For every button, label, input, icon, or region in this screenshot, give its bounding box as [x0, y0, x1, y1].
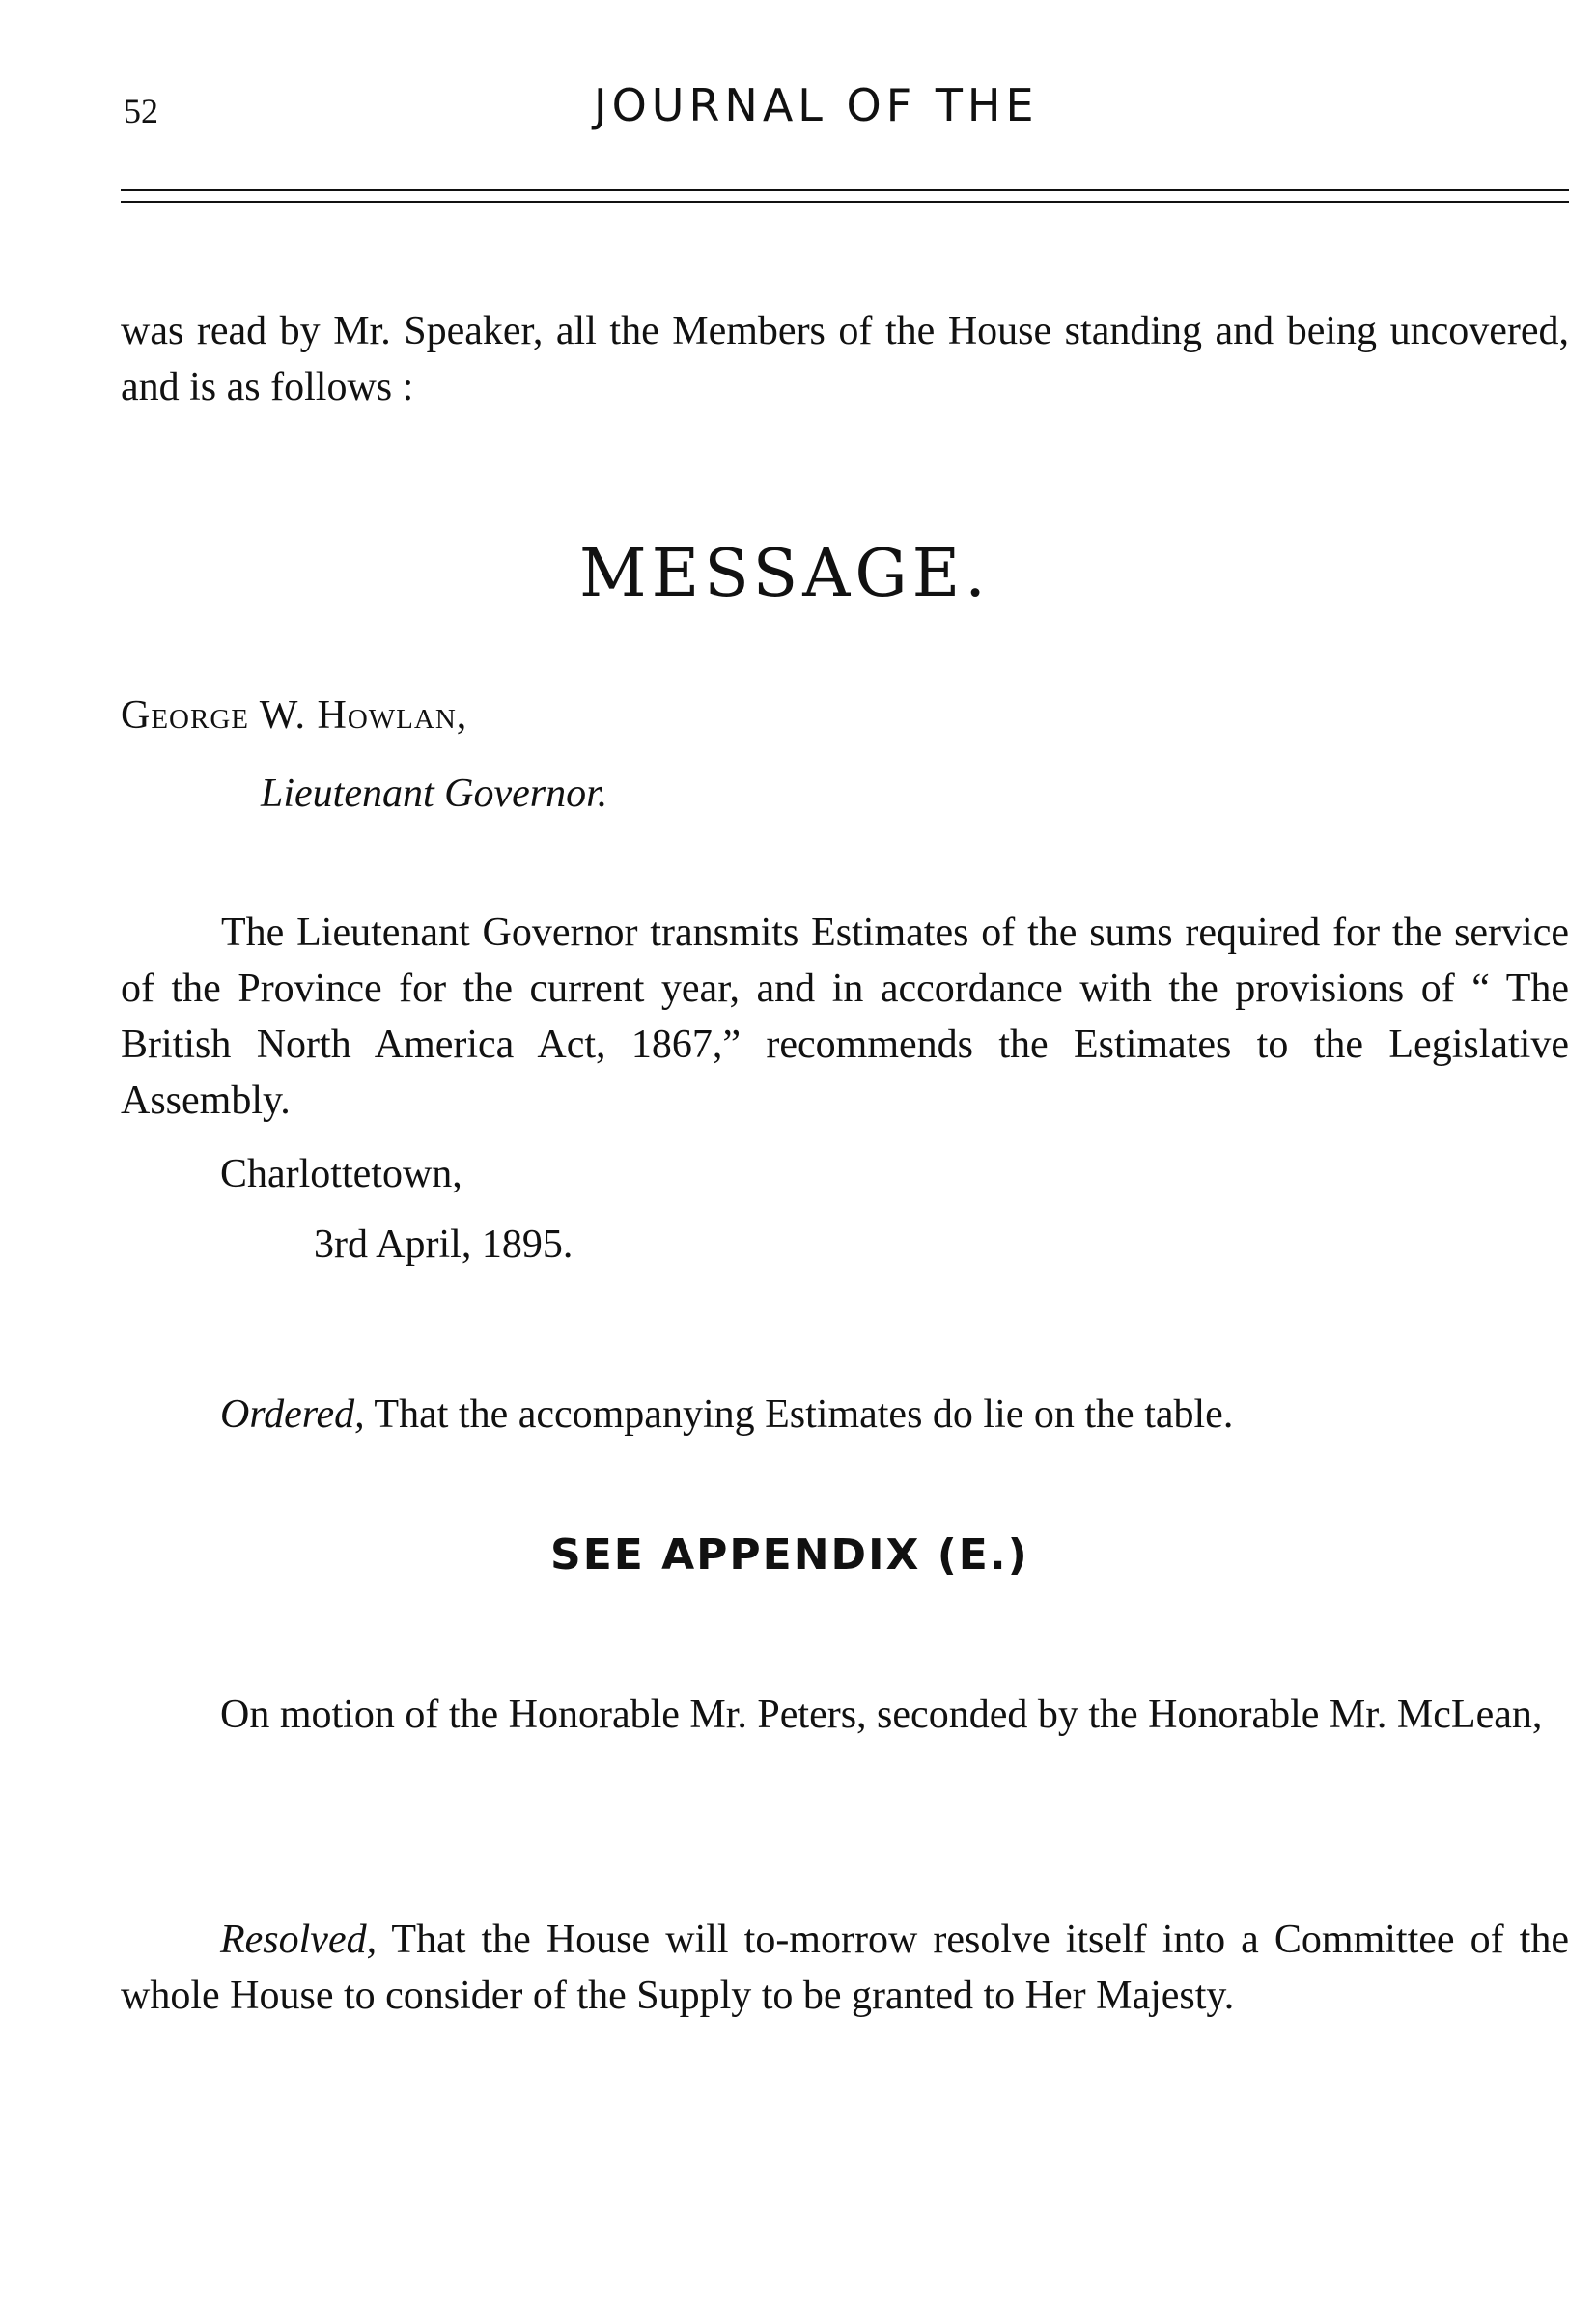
signature-name: George W. Howlan,	[121, 693, 468, 738]
page-header	[116, 79, 1574, 147]
resolved-paragraph	[121, 1912, 1569, 2024]
resolved-text: That the House will to-morrow resolve itself into a Committee of the whole House to consider of the Supply to be granted to Her Majesty.	[121, 1918, 1569, 2018]
ordered-text: That the accompanying Estimates do lie on the table.	[364, 1392, 1234, 1437]
header-rule-top	[121, 189, 1569, 191]
resolved-label: Resolved,	[220, 1918, 378, 1962]
message-body: The Lieutenant Governor transmits Estimates of the sums required for the service of the Province for the current year, and in accordance with the provisions of “ The British North America Act, 1867,” recommends the Estimates to the Legislative Assembly.	[121, 911, 1569, 1123]
ordered-label: Ordered,	[220, 1392, 365, 1437]
running-head: JOURNAL OF THE	[594, 79, 1039, 131]
place-line: Charlottetown,	[220, 1152, 462, 1196]
opening-paragraph: was read by Mr. Speaker, all the Members of the House standing and being uncovered, and is as follows :	[121, 309, 1569, 409]
motion-paragraph: On motion of the Honorable Mr. Peters, seconded by the Honorable Mr. McLean,	[220, 1693, 1543, 1737]
date-line: 3rd April, 1895.	[314, 1222, 574, 1267]
message-heading: MESSAGE.	[579, 536, 991, 612]
appendix-heading: SEE APPENDIX (E.)	[550, 1530, 1029, 1580]
signature-title: Lieutenant Governor.	[261, 771, 608, 816]
header-rule-bottom	[121, 201, 1569, 203]
page-number: 52	[124, 92, 158, 130]
ordered-paragraph	[220, 1387, 1572, 1443]
